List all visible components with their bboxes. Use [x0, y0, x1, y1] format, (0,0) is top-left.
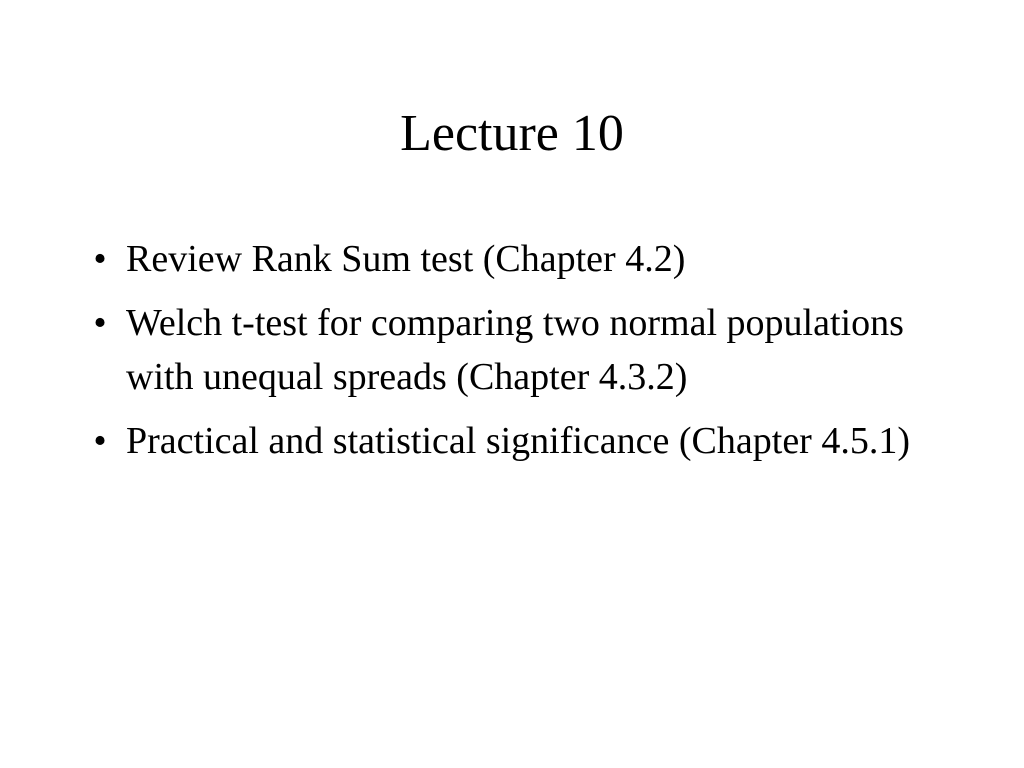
- slide-title: Lecture 10: [400, 105, 624, 162]
- bullet-text: Review Rank Sum test (Chapter 4.2): [126, 238, 686, 280]
- bullet-text: Welch t-test for comparing two normal populations with unequal spreads (Chapter 4.3.2): [126, 302, 904, 398]
- bullet-text: Practical and statistical significance (Chapter 4.5.1): [126, 420, 910, 462]
- bullet-item-review-rank-sum: [84, 232, 944, 286]
- bullet-icon: •: [93, 302, 107, 344]
- bullet-list: [84, 232, 944, 478]
- bullet-item-significance: [84, 414, 944, 468]
- bullet-icon: •: [93, 238, 107, 280]
- bullet-item-welch-t-test: [84, 296, 944, 404]
- bullet-icon: •: [93, 420, 107, 462]
